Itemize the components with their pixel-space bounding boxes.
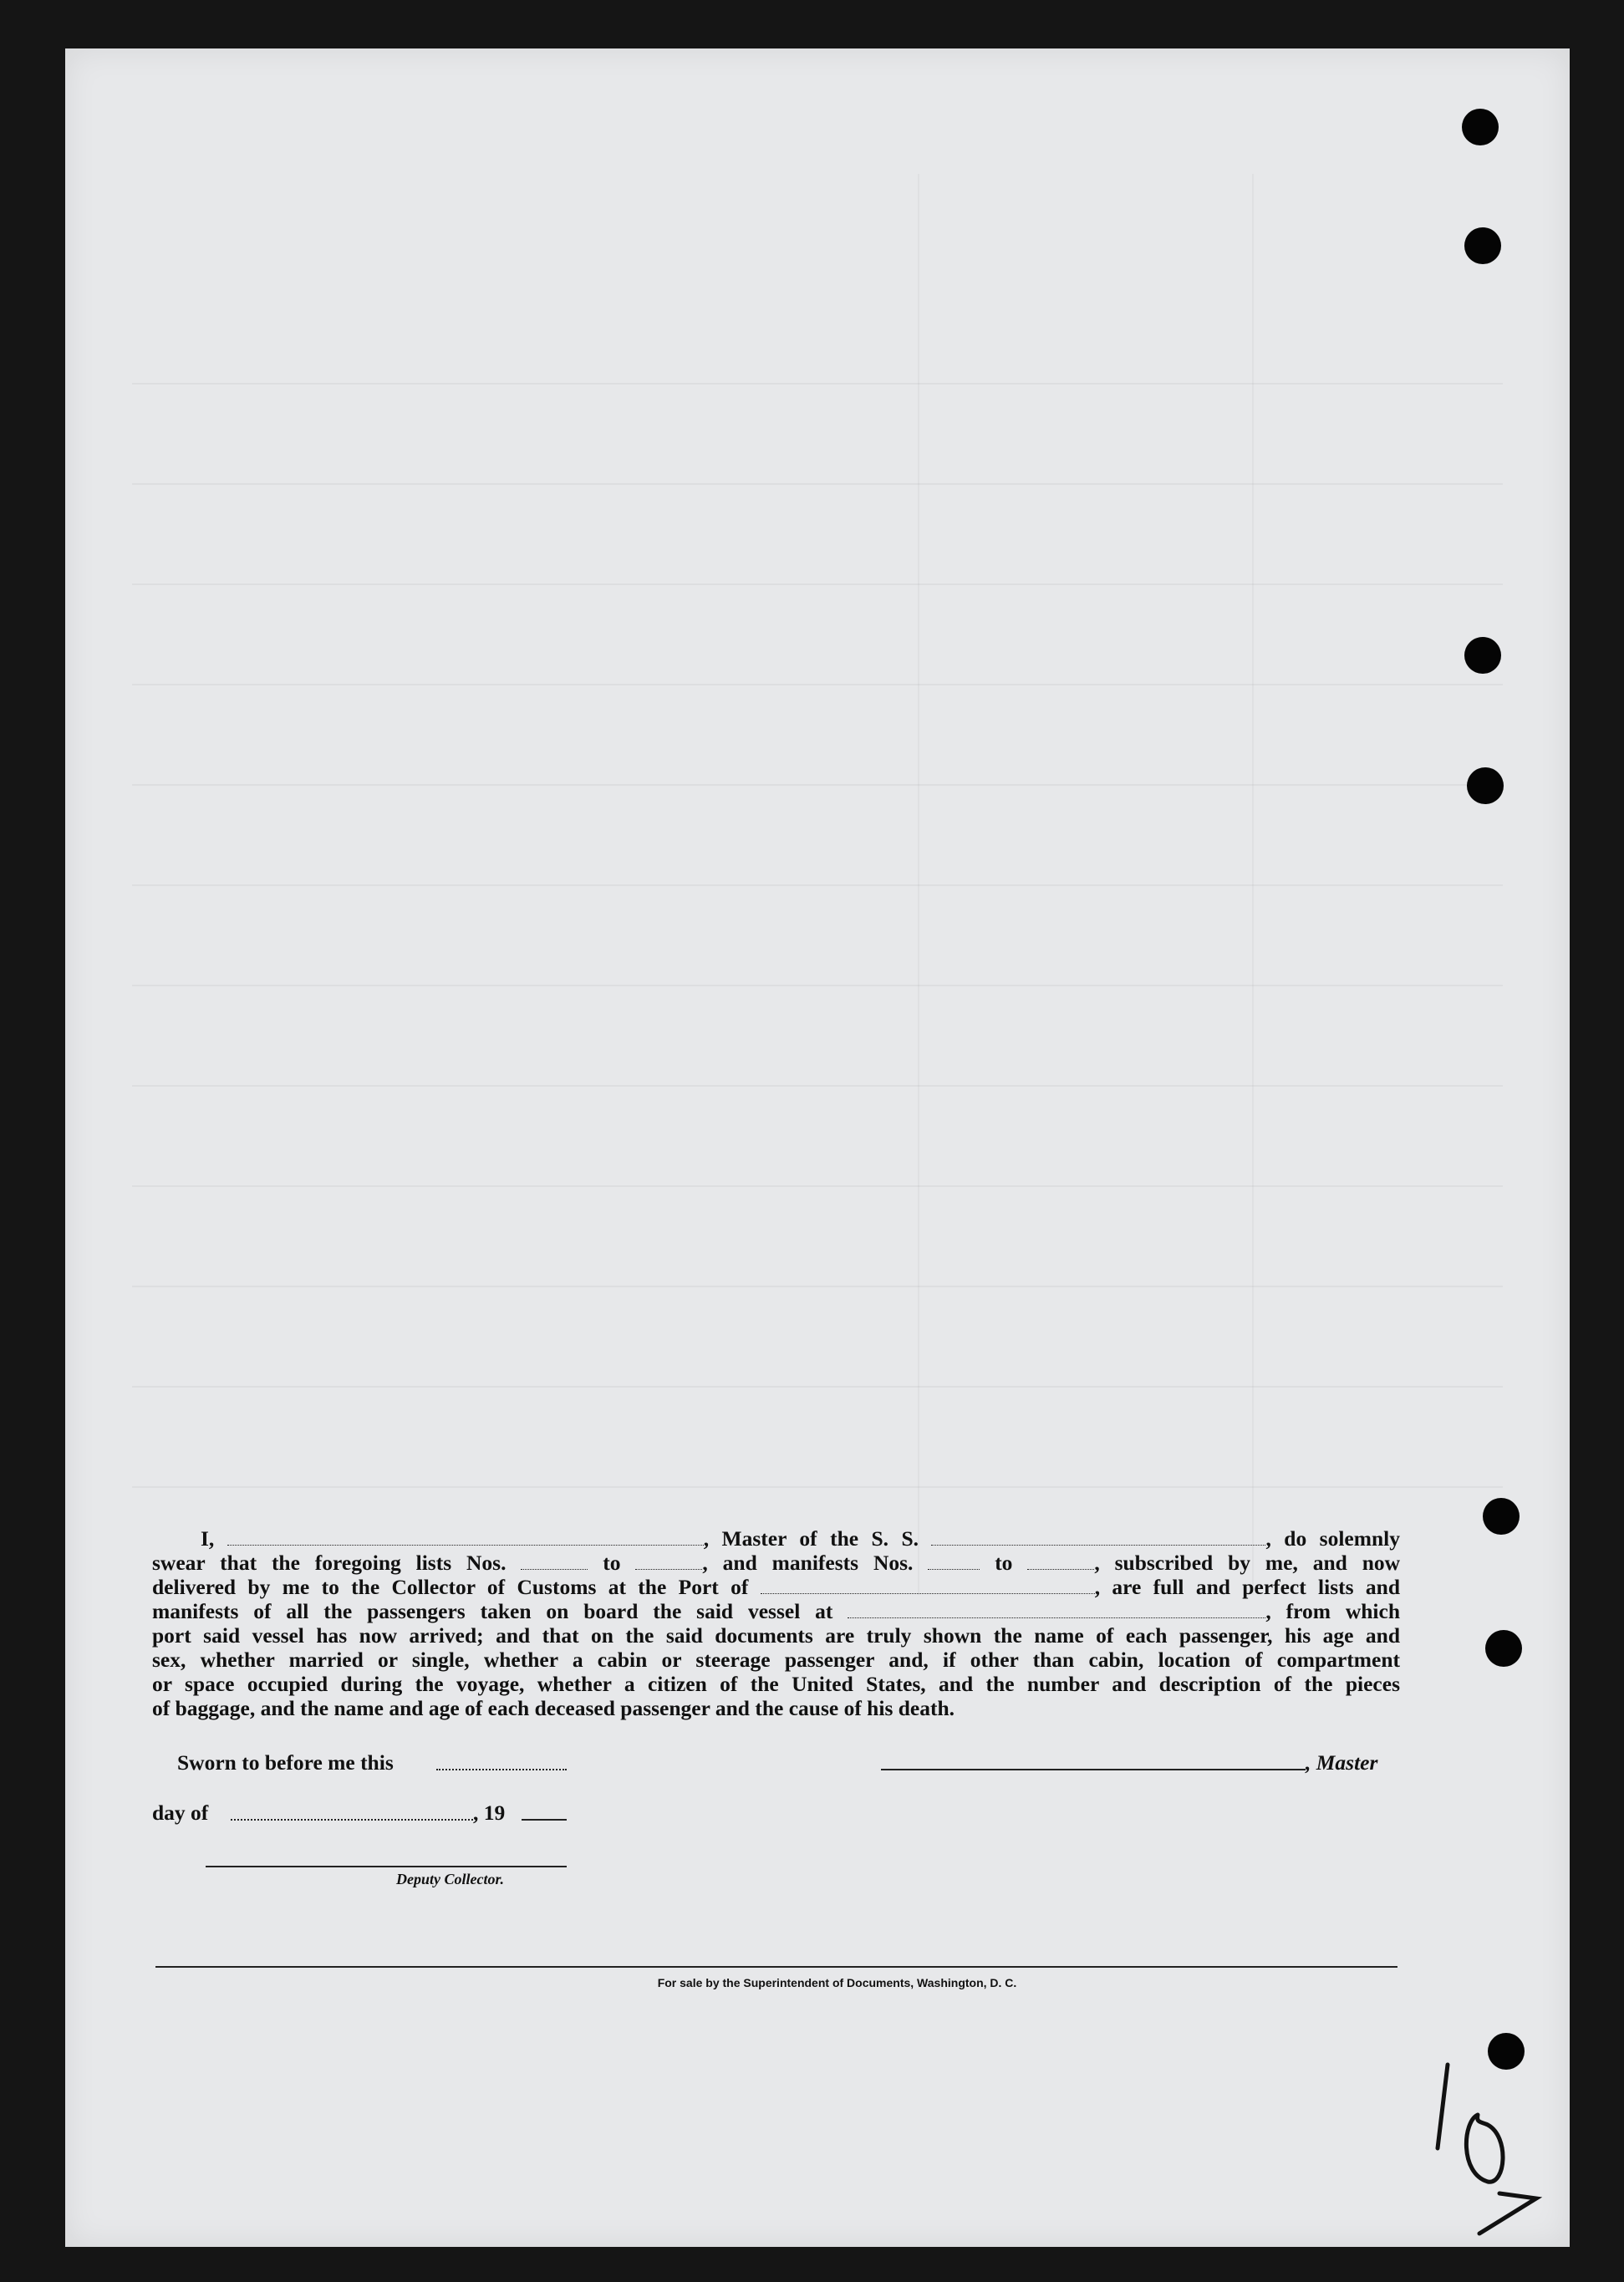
punch-hole — [1467, 767, 1504, 804]
bleed-through-column — [918, 174, 919, 1595]
bleed-through-column — [1252, 174, 1254, 1595]
oath-line — [152, 1599, 1400, 1623]
master-signature-line[interactable] — [881, 1769, 1306, 1770]
manifest-no-to-blank[interactable] — [1027, 1554, 1094, 1570]
bleed-through-line — [132, 1286, 1503, 1287]
oath-line: port said vessel has now arrived; and that on the said documents are truly shown the name of each passenger, his age and — [152, 1623, 1400, 1648]
manifest-no-from-blank[interactable] — [928, 1554, 980, 1570]
oath-line: sex, whether married or single, whether a cabin or steerage passenger and, if other than cabin, location of compartment — [152, 1648, 1400, 1672]
sworn-date-blank[interactable] — [436, 1769, 567, 1770]
oath-line: of baggage, and the name and age of each deceased passenger and the cause of his death. — [152, 1696, 955, 1720]
document-sheet — [65, 48, 1570, 2247]
vessel-name-blank[interactable] — [931, 1530, 1265, 1546]
punch-hole — [1464, 637, 1501, 674]
punch-hole — [1462, 109, 1499, 145]
boarding-port-blank[interactable] — [848, 1602, 1265, 1618]
oath-text: , do solemnly — [1265, 1526, 1400, 1551]
punch-hole — [1464, 227, 1501, 264]
deputy-collector-line[interactable] — [206, 1866, 567, 1867]
deputy-collector-label: Deputy Collector. — [396, 1871, 504, 1887]
day-of-label: day of — [152, 1801, 209, 1825]
oath-text: delivered by me to the Collector of Customs at the Port of — [152, 1575, 749, 1599]
bleed-through-line — [132, 483, 1503, 485]
bleed-through-line — [132, 1085, 1503, 1087]
footer-rule — [155, 1966, 1397, 1968]
oath-text: , from which — [1265, 1599, 1400, 1623]
bleed-through-line — [132, 1486, 1503, 1488]
oath-text: , Master of the S. S. — [703, 1526, 919, 1551]
bleed-through-line — [132, 784, 1503, 786]
year-prefix-label: , 19 — [473, 1801, 506, 1825]
port-blank[interactable] — [761, 1578, 1095, 1594]
bleed-through-line — [132, 1386, 1503, 1388]
oath-text: , and manifests Nos. — [702, 1551, 914, 1575]
footer-note: For sale by the Superintendent of Documents, Washington, D. C. — [657, 1976, 1017, 1989]
year-blank[interactable] — [522, 1819, 567, 1821]
oath-line — [152, 1526, 1400, 1551]
bleed-through-line — [132, 1185, 1503, 1187]
bleed-through-line — [132, 583, 1503, 585]
bleed-through-line — [132, 383, 1503, 385]
bleed-through-line — [132, 985, 1503, 986]
list-no-to-blank[interactable] — [635, 1554, 702, 1570]
oath-line — [152, 1551, 1400, 1575]
handwritten-digit-7 — [1479, 2193, 1536, 2234]
handwritten-digit-0 — [1466, 2115, 1503, 2182]
oath-text: to — [603, 1551, 621, 1575]
master-name-blank[interactable] — [227, 1530, 704, 1546]
oath-text: manifests of all the passengers taken on board the said vessel at — [152, 1599, 833, 1623]
list-no-from-blank[interactable] — [521, 1554, 588, 1570]
oath-line: or space occupied during the voyage, whether a citizen of the United States, and the number and description of the pieces — [152, 1672, 1400, 1696]
punch-hole — [1485, 1630, 1522, 1667]
oath-text: I, — [201, 1526, 215, 1551]
oath-text: swear that the foregoing lists Nos. — [152, 1551, 507, 1575]
oath-line — [152, 1575, 1400, 1599]
handwritten-digit-1 — [1438, 2065, 1448, 2148]
oath-text: , subscribed by me, and now — [1094, 1551, 1401, 1575]
handwritten-page-number — [1429, 2056, 1563, 2240]
bleed-through-line — [132, 884, 1503, 886]
master-label: , Master — [1306, 1750, 1378, 1775]
oath-text: to — [995, 1551, 1013, 1575]
bleed-through-line — [132, 684, 1503, 685]
sworn-label: Sworn to before me this — [177, 1750, 394, 1775]
month-blank[interactable] — [231, 1819, 473, 1821]
oath-text: , are full and perfect lists and — [1094, 1575, 1401, 1599]
master-oath-paragraph — [152, 1526, 1400, 1720]
punch-hole — [1483, 1498, 1520, 1535]
